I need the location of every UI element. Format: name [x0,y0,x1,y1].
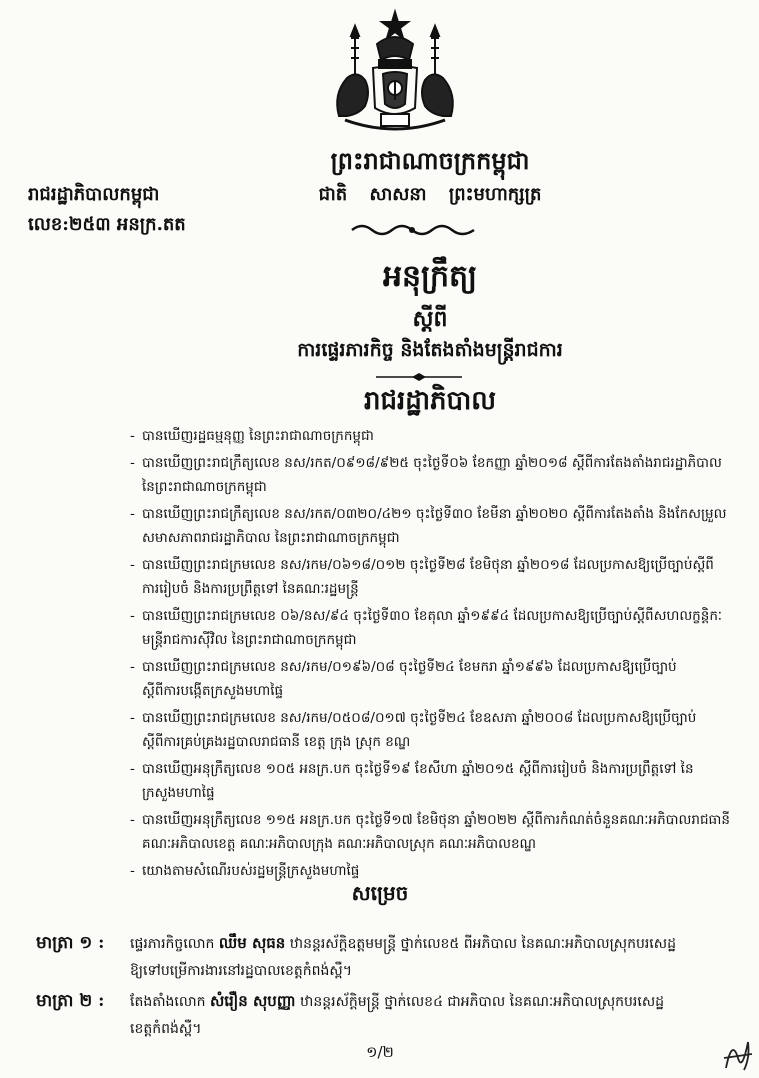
signature-mark-icon [718,1028,756,1074]
consideration-item: - បានឃើញព្រះរាជក្រមលេខ នស/រកម/០៦១៨/០១២ ចុះថ្ងៃទី២៨ ខែមិថុនា ឆ្នាំ២០១៨ ដែលប្រកាសឱ្យប្រើច្បាប់ស្តីពី ការរៀបចំ និងការប្រព្រឹត្តទៅ នៃគណៈរដ្ឋមន្ត្រី [130,553,740,601]
kingdom-name: ព្រះរាជាណាចក្រកម្ពុជា [330,146,530,175]
issuing-authority: រាជរដ្ឋាភិបាល [363,386,497,416]
article-1: មាត្រា ១ : ផ្ទេរភារកិច្ចលោក ឈឹម សុធន ឋានន្តរស័ក្តិឧត្តមមន្ត្រី ថ្នាក់លេខ៥ ពីអភិបាល នៃគណៈអភិបាលស្រុកបរសេដ្ឋ ឱ្យទៅបម្រើការងារនៅរដ្ឋបាលខេត្តកំពង់ស្ពឺ។ [36,930,736,985]
document-type: អនុក្រឹត្យ [382,259,478,294]
title-divider [374,372,464,382]
consideration-item: - បានឃើញព្រះរាជក្រមលេខ នស/រកម/០១៩៦/០៨ ចុះថ្ងៃទី២៤ ខែមករា ឆ្នាំ១៩៩៦ ដែលប្រកាសឱ្យប្រើច្បាប់ ស្តីពីការបង្កើតក្រសួងមហាផ្ទៃ [130,655,740,703]
considerations-list [130,424,740,886]
consideration-item: - បានឃើញព្រះរាជក្រមលេខ នស/រកម/០៥០៨/០១៧ ចុះថ្ងៃទី២៤ ខែឧសភា ឆ្នាំ២០០៨ ដែលប្រកាសឱ្យប្រើច្បាប់ ស្តីពីការគ្រប់គ្រងរដ្ឋបាលរាជធានី ខេត្ត ក្រុង ស្រុក ខណ្ឌ [130,706,740,754]
article-label: មាត្រា ២ : [36,991,105,1011]
article-label: មាត្រា ១ : [36,933,105,953]
national-motto: ជាតិ សាសនា ព្រះមហាក្សត្រ [318,184,542,205]
official-name: សំរឿន សុបញ្ញា [210,992,296,1010]
consideration-item: - បានឃើញរដ្ឋធម្មនុញ្ញ នៃព្រះរាជាណាចក្រកម្ពុជា [130,424,740,448]
official-name: ឈឹម សុធន [218,934,286,952]
issuing-government: រាជរដ្ឋាភិបាលកម្ពុជា [28,184,160,205]
royal-coat-of-arms-icon [325,8,465,138]
consideration-item: - បានឃើញអនុក្រឹត្យលេខ ១១៥ អនក្រ.បក ចុះថ្ងៃទី១៧ ខែមិថុនា ឆ្នាំ២០២២ ស្តីពីការកំណត់ចំនួនគណៈអភិបាលរាជធានី គណៈអភិបាលខេត្ត គណៈអភិបាលក្រុង គណៈអភិបាលស្រុក គណៈអភិបាលខណ្ឌ [130,808,740,856]
consideration-item: - បានឃើញព្រះរាជក្រឹត្យលេខ នស/រកត/០៩១៨/៩២៥ ចុះថ្ងៃទី០៦ ខែកញ្ញា ឆ្នាំ២០១៨ ស្តីពីការតែងតាំងរាជរដ្ឋាភិបាល នៃព្រះរាជាណាចក្រកម្ពុជា [130,451,740,499]
decision-heading: សម្រេច [351,881,409,905]
title-about: ស្តីពី [412,306,448,332]
page-number: ១/២ [366,1043,394,1061]
document-number: លេខ:២៥៣ អនក្រ.តត [28,214,186,235]
consideration-item: - បានឃើញព្រះរាជក្រឹត្យលេខ នស/រកត/០៣២០/៤២១ ចុះថ្ងៃទី៣០ ខែមីនា ឆ្នាំ២០២០ ស្តីពីការតែងតាំង និងកែសម្រួល សមាសភាពរាជរដ្ឋាភិបាល នៃព្រះរាជាណាចក្រកម្ពុជា [130,502,740,550]
consideration-item: - យោងតាមសំណើរបស់រដ្ឋមន្ត្រីក្រសួងមហាផ្ទៃ [130,859,740,883]
decree-subject: ការផ្ទេរភារកិច្ច និងតែងតាំងមន្ត្រីរាជការ [297,339,563,361]
consideration-item: - បានឃើញអនុក្រឹត្យលេខ ១០៥ អនក្រ.បក ចុះថ្ងៃទី១៩ ខែសីហា ឆ្នាំ២០១៥ ស្តីពីការរៀបចំ និងការប្រព្រឹត្តទៅ នៃ ក្រសួងមហាផ្ទៃ [130,757,740,805]
consideration-item: - បានឃើញព្រះរាជក្រមលេខ ០៦/នស/៩៤ ចុះថ្ងៃទី៣០ ខែតុលា ឆ្នាំ១៩៩៤ ដែលប្រកាសឱ្យប្រើច្បាប់ស្តីពីសហលក្ខន្តិកៈ មន្ត្រីរាជការស៊ីវិល នៃព្រះរាជាណាចក្រកម្ពុជា [130,604,740,652]
ornamental-flourish-icon [348,222,478,238]
article-2: មាត្រា ២ : តែងតាំងលោក សំរឿន សុបញ្ញា ឋានន្តរស័ក្តិមន្ត្រី ថ្នាក់លេខ៤ ជាអភិបាល នៃគណៈអភិបាលស្រុកបរសេដ្ឋ ខេត្តកំពង់ស្ពឺ។ [36,988,736,1043]
